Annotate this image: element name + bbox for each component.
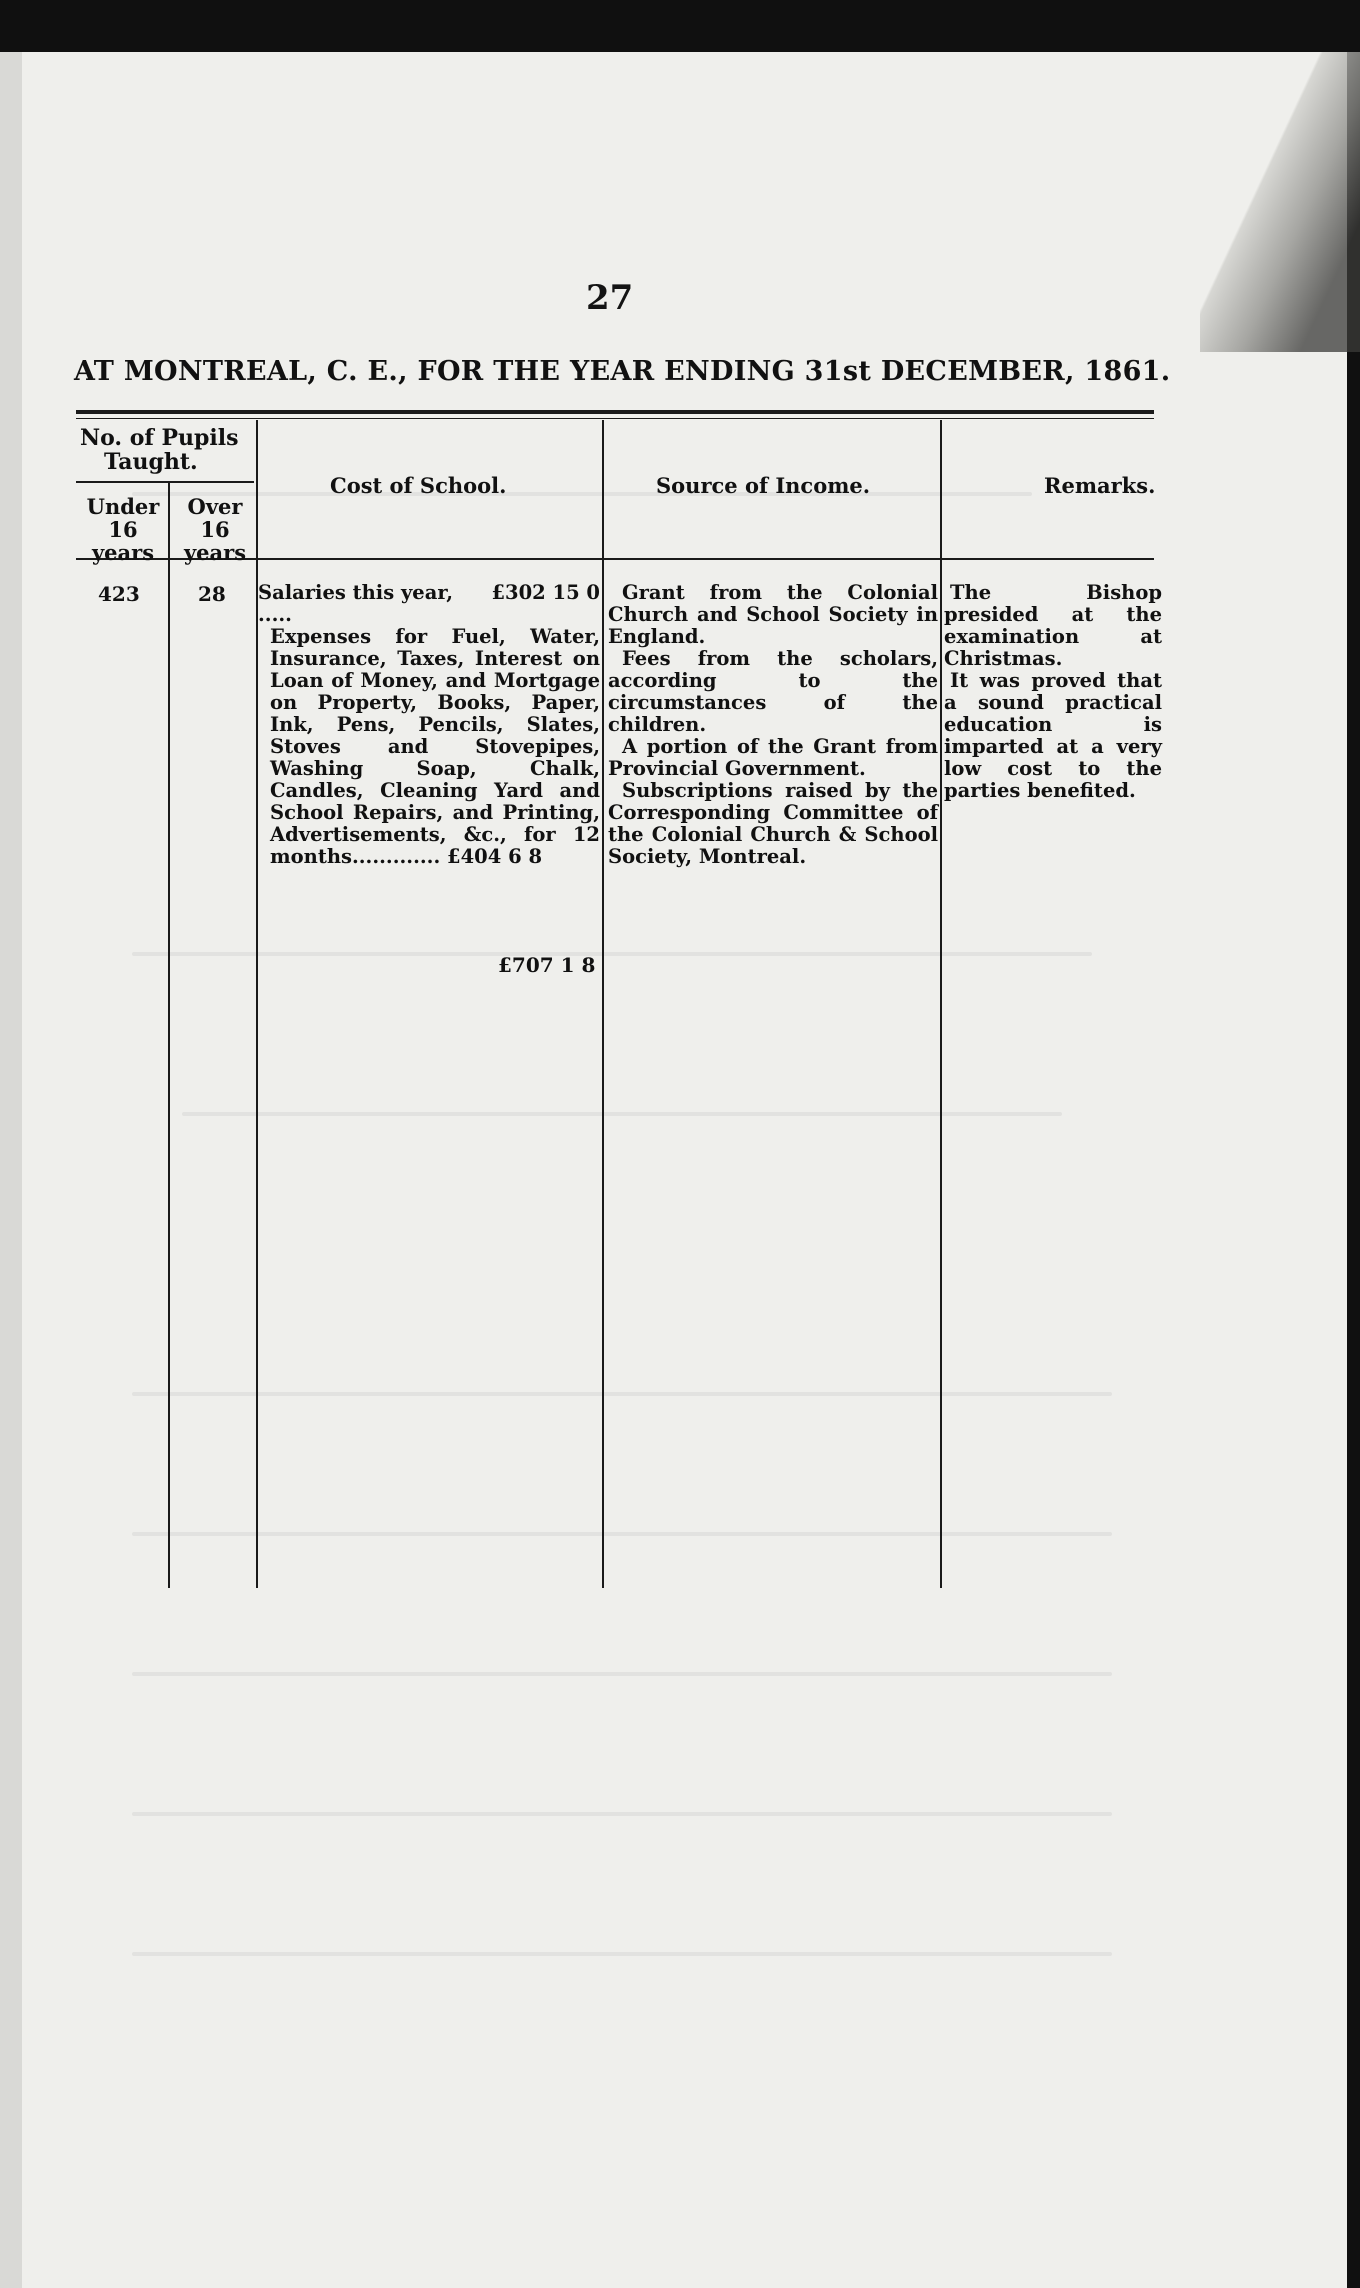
pupils-header-line1: No. of Pupils — [80, 425, 239, 451]
show-through-text — [22, 52, 1347, 2288]
column-divider — [602, 420, 604, 1588]
cost-item — [258, 582, 600, 626]
remarks-column — [944, 582, 1162, 802]
cost-item-text: Salaries this year, ..... — [258, 581, 453, 626]
source-header: Source of Income. — [656, 473, 871, 498]
over-16-header: Over 16 years — [183, 494, 247, 566]
source-paragraph: A portion of the Grant from Provincial Government. — [608, 735, 938, 780]
source-paragraph: Fees from the scholars, according to the circumstances of the children. — [608, 647, 938, 736]
remarks-header: Remarks. — [1044, 473, 1156, 498]
under-16-count: 423 — [98, 582, 140, 606]
cost-item — [258, 626, 600, 868]
table-top-rule-thin — [76, 418, 1154, 419]
over-16-count: 28 — [198, 582, 226, 606]
page-number: 27 — [586, 278, 634, 318]
source-paragraph: Subscriptions raised by the Corresponding Committee of the Colonial Church & School Society, Montreal. — [608, 779, 938, 868]
cost-column — [258, 582, 600, 868]
pupils-header-line2: Taught. — [104, 449, 198, 476]
cost-total: £707 1 8 — [498, 953, 596, 977]
under-16-header: Under 16 years — [86, 494, 160, 566]
source-column — [608, 582, 938, 868]
source-paragraph: Grant from the Colonial Church and School Society in England. — [608, 581, 938, 648]
table-top-rule — [76, 410, 1154, 414]
pupils-header-rule — [76, 481, 254, 483]
adjacent-page-edge — [0, 52, 22, 2288]
remarks-paragraph: It was proved that a sound practical education is imparted at a very low cost to the parties benefited. — [944, 669, 1162, 802]
column-divider — [940, 420, 942, 1588]
column-divider — [168, 482, 170, 1588]
document-page — [22, 52, 1347, 2288]
page-corner-fold — [1200, 52, 1360, 352]
cost-item-text: Expenses for Fuel, Water, Insurance, Taxes, Interest on Loan of Money, and Mortgage on Property, Books, Paper, Ink, Pens, Pencils, Slates, Stoves and Stovepipes, Washing Soap, Chalk, Candles, Cleaning Yard and School Repairs, and Printing, Advertisements, &c., for 12 months............. — [270, 625, 600, 868]
cost-item-amount: £404 6 8 — [447, 845, 543, 868]
cost-header: Cost of School. — [330, 473, 507, 498]
running-head: AT MONTREAL, C. E., FOR THE YEAR ENDING 31st DECEMBER, 1861. — [74, 356, 1171, 387]
remarks-paragraph: The Bishop presided at the examination at Christmas. — [944, 581, 1162, 670]
pupils-header — [80, 426, 258, 474]
cost-item-amount: £302 15 0 — [491, 581, 600, 604]
